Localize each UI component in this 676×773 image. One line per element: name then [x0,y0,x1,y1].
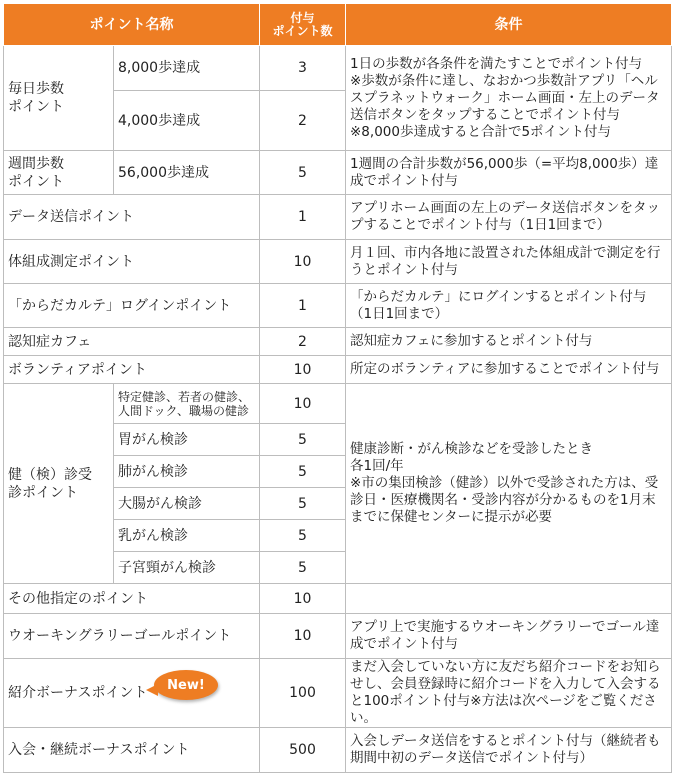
header-name: ポイント名称 [4,4,260,46]
weekly-steps-name: 週間歩数 ポイント [4,151,114,195]
checkup-item-pts: 5 [260,424,346,456]
table-row [4,384,672,424]
table-row [4,240,672,284]
table-row [4,46,672,91]
referral-name: 紹介ボーナスポイント [4,659,260,728]
other-name: その他指定のポイント [4,584,260,614]
checkup-item-label: 特定健診、若者の健診、 人間ドック、職場の健診 [114,384,260,424]
data-send-pts: 1 [260,195,346,240]
table-row [4,356,672,384]
table-row [4,614,672,659]
daily-sub-8000: 8,000歩達成 [114,46,260,91]
daily-pts-8000: 3 [260,46,346,91]
new-badge: New! [154,670,218,700]
checkup-item-pts: 5 [260,520,346,552]
header-points: 付与 ポイント数 [260,4,346,46]
referral-pts: 100 [260,659,346,728]
table-row [4,284,672,328]
checkup-item-pts: 5 [260,488,346,520]
header-row [4,4,672,46]
checkup-item-pts: 10 [260,384,346,424]
daily-steps-condition: 1日の歩数が各条件を満たすことでポイント付与 ※歩数が条件に達し、なおかつ歩数計アプリ「ヘルスプラネットウォーク」ホーム画面・左上のデータ送信ボタンをタップすることでポイント付与 ※8,000歩達成すると合計で5ポイント付与 [346,46,672,151]
karute-condition: 「からだカルテ」にログインするとポイント付与（1日1回まで） [346,284,672,328]
volunteer-condition: 所定のボランティアに参加することでポイント付与 [346,356,672,384]
checkup-condition: 健康診断・がん検診などを受診したとき 各1回/年 ※市の集団検診（健診）以外で受診された方は、受診日・医療機関名・受診内容が分かるものを1月末までに保健センターに提示が必要 [346,384,672,584]
header-condition: 条件 [346,4,672,46]
table-row [4,659,672,728]
body-comp-pts: 10 [260,240,346,284]
walking-name: ウオーキングラリーゴールポイント [4,614,260,659]
referral-condition: まだ入会していない方に友だち紹介コードをお知らせし、会員登録時に紹介コードを入力して入会すると100ポイント付与※方法は次ページをご覧ください。 [346,659,672,728]
weekly-sub: 56,000歩達成 [114,151,260,195]
cafe-name: 認知症カフェ [4,328,260,356]
join-condition: 入会しデータ送信をするとポイント付与（継続者も期間中初のデータ送信でポイント付与） [346,728,672,773]
daily-sub-4000: 4,000歩達成 [114,91,260,151]
checkup-item-label: 肺がん検診 [114,456,260,488]
other-pts: 10 [260,584,346,614]
body-comp-condition: 月１回、市内各地に設置された体組成計で測定を行うとポイント付与 [346,240,672,284]
cafe-condition: 認知症カフェに参加するとポイント付与 [346,328,672,356]
volunteer-pts: 10 [260,356,346,384]
data-send-condition: アプリホーム画面の左上のデータ送信ボタンをタップすることでポイント付与（1日1回まで） [346,195,672,240]
weekly-condition: 1週間の合計歩数が56,000歩（=平均8,000歩）達成でポイント付与 [346,151,672,195]
checkup-name: 健（検）診受 診ポイント [4,384,114,584]
join-pts: 500 [260,728,346,773]
checkup-item-pts: 5 [260,552,346,584]
other-condition [346,584,672,614]
table-row [4,584,672,614]
daily-pts-4000: 2 [260,91,346,151]
daily-steps-name: 毎日歩数 ポイント [4,46,114,151]
checkup-item-label: 胃がん検診 [114,424,260,456]
volunteer-name: ボランティアポイント [4,356,260,384]
checkup-item-pts: 5 [260,456,346,488]
walking-pts: 10 [260,614,346,659]
table-row [4,328,672,356]
table-row [4,728,672,773]
checkup-item-label: 大腸がん検診 [114,488,260,520]
table-row [4,151,672,195]
table-row [4,195,672,240]
checkup-item-label: 子宮頸がん検診 [114,552,260,584]
checkup-item-label: 乳がん検診 [114,520,260,552]
cafe-pts: 2 [260,328,346,356]
data-send-name: データ送信ポイント [4,195,260,240]
karute-name: 「からだカルテ」ログインポイント [4,284,260,328]
weekly-pts: 5 [260,151,346,195]
body-comp-name: 体組成測定ポイント [4,240,260,284]
join-name: 入会・継続ボーナスポイント [4,728,260,773]
karute-pts: 1 [260,284,346,328]
walking-condition: アプリ上で実施するウオーキングラリーでゴール達成でポイント付与 [346,614,672,659]
points-table [3,3,672,773]
